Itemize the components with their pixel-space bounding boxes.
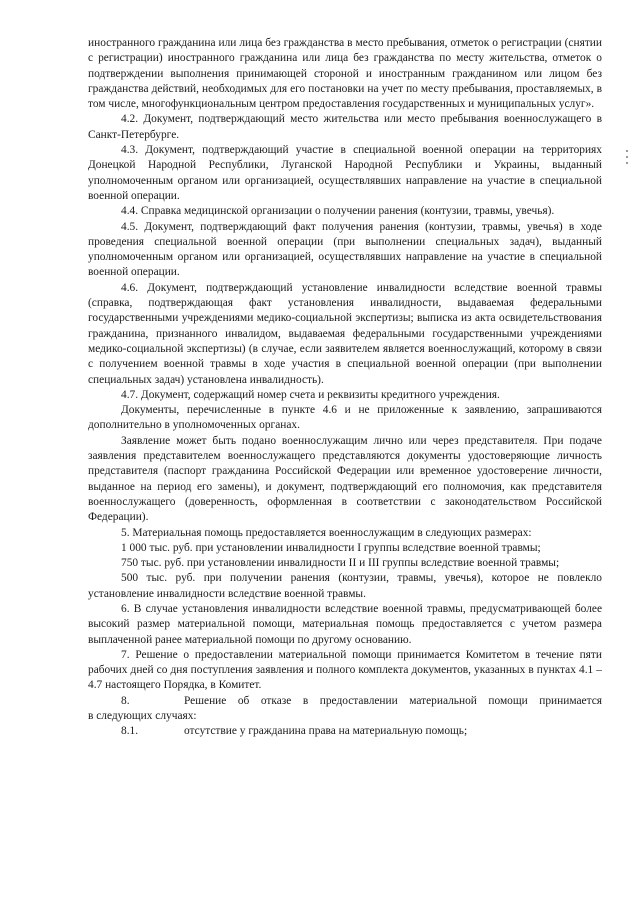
section-8-1-number: 8.1.	[121, 725, 139, 738]
paragraph-section-8	[88, 694, 602, 725]
paragraph-item-4-2: 4.2. Документ, подтверждающий место жительства или место пребывания военнослужащего в Санкт-Петербурге.	[88, 113, 602, 141]
paragraph-intro-continuation: иностранного гражданина или лица без гражданства в место пребывания, отметок о регистрации (снятии с регистрации) иностранного гражданина или лица без гражданства по месту жительства, отметок о подтверждении выполнения принимающей стороной и иностранным гражданином или лицом без гражданства действий, необходимых для его постановки на учет по месту пребывания, проставляемых, в том числе, многофункциональным центром предоставления государственных и муниципальных услуг».	[88, 37, 602, 111]
paragraph-item-4-5: 4.5. Документ, подтверждающий факт получения ранения (контузии, травмы, увечья) в ходе проведения специальной военной операции (при выполнении специальных задач), выданный уполномоченным органом или организацией, осуществлявших направление на участие в специальной военной операции.	[88, 220, 602, 279]
paragraph-amount-750: 750 тыс. руб. при установлении инвалидности II и III группы вследствие военной травмы;	[121, 557, 560, 570]
paragraph-section-5-heading: 5. Материальная помощь предоставляется военнослужащим в следующих размерах:	[121, 526, 532, 539]
paragraph-amount-500: 500 тыс. руб. при получении ранения (контузии, травмы, увечья), которое не повлекло установление инвалидности вследствие военной травмы.	[88, 572, 602, 600]
paragraph-section-7: 7. Решение о предоставлении материальной помощи принимается Комитетом в течение пяти рабочих дней со дня поступления заявления и полного комплекта документов, указанных в пунктах 4.1 – 4.7 настоящего Порядка, в Комитет.	[88, 648, 602, 692]
paragraph-amount-1000: 1 000 тыс. руб. при установлении инвалидности I группы вследствие военной травмы;	[121, 541, 541, 554]
section-8-number: 8.	[121, 694, 130, 707]
paragraph-item-4-7: 4.7. Документ, содержащий номер счета и реквизиты кредитного учреждения.	[121, 388, 500, 401]
document-body	[88, 36, 602, 740]
paragraph-section-8-1	[88, 724, 602, 739]
paragraph-item-4-6: 4.6. Документ, подтверждающий установление инвалидности вследствие военной травмы (справка, подтверждающая факт установления инвалидности, выдаваемая федеральными государственными учреждениями медико-социальной экспертизы; выписка из акта освидетельствования гражданина, признанного инвалидом, выдаваемая федеральными государственными учреждениями медико-социальной экспертизы) (в случае, если заявителем является военнослужащий, которому в связи с получением военной травмы в ходе участия в специальной военной операции (при выполнении специальных задач) установлена инвалидность).	[88, 281, 602, 386]
section-8-1-text: отсутствие у гражданина права на материальную помощь;	[184, 725, 468, 738]
section-8-continuation: в следующих случаях:	[88, 710, 197, 723]
paragraph-item-4-4: 4.4. Справка медицинской организации о получении ранения (контузии, травмы, увечья).	[121, 205, 555, 218]
section-8-first-line: Решение об отказе в предоставлении материальной помощи принимается	[184, 694, 602, 707]
margin-scan-mark	[626, 150, 629, 172]
paragraph-documents-note: Документы, перечисленные в пункте 4.6 и не приложенные к заявлению, запрашиваются дополнительно в уполномоченных органах.	[88, 404, 602, 432]
paragraph-section-6: 6. В случае установления инвалидности вследствие военной травмы, предусматривающей более высокий размер материальной помощи, материальная помощь предоставляется с учетом размера выплаченной ранее материальной помощи по другому основанию.	[88, 602, 602, 646]
paragraph-representative-note: Заявление может быть подано военнослужащим лично или через представителя. При подаче заявления представителем военнослужащего представляются документы удостоверяющие личность представителя (паспорт гражданина Российской Федерации или временное удостоверение личности, выданное на период его замены), и документ, подтверждающий его полномочия, как представителя военнослужащего (доверенность, оформленная в соответствии с законодательством Российской Федерации).	[88, 434, 602, 524]
paragraph-item-4-3: 4.3. Документ, подтверждающий участие в специальной военной операции на территориях Донецкой Народной Республики, Луганской Народной Республики и Украины, выданный уполномоченным органом или организацией, осуществлявших направление на участие в специальной военной операции.	[88, 144, 602, 202]
